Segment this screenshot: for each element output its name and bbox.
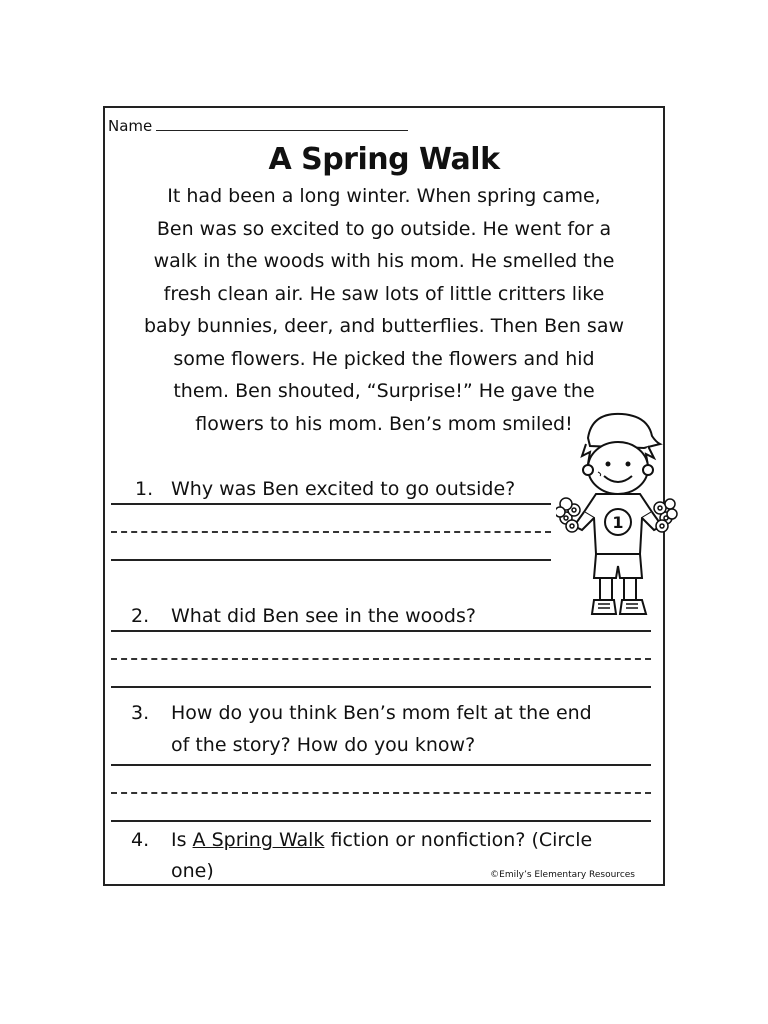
answer-line-solid[interactable] xyxy=(111,686,651,688)
copyright-credit: ©Emily’s Elementary Resources xyxy=(490,870,635,880)
flower-bouquet-right-icon xyxy=(654,499,677,532)
question-text: What did Ben see in the woods? xyxy=(171,605,476,627)
answer-line-solid[interactable] xyxy=(111,503,551,505)
story-title-reference: A Spring Walk xyxy=(192,829,325,851)
story-line: some flowers. He picked the flowers and hid xyxy=(173,347,595,370)
question-number: 4. xyxy=(131,829,150,851)
answer-line-dashed[interactable] xyxy=(111,531,551,533)
flower-bouquet-left-icon xyxy=(556,498,580,532)
boy-with-flowers-illustration xyxy=(556,408,678,630)
name-row xyxy=(108,116,408,135)
name-label: Name xyxy=(108,117,153,135)
shorts-icon xyxy=(594,554,642,578)
question-text-post: fiction or nonfiction? (Circle xyxy=(324,829,593,851)
name-blank-line[interactable] xyxy=(156,116,408,131)
question-text: of the story? How do you know? xyxy=(171,734,476,756)
story-line: fresh clean air. He saw lots of little critters like xyxy=(163,282,605,305)
story-line: Ben was so excited to go outside. He went for a xyxy=(156,217,612,240)
question-text xyxy=(171,829,592,851)
question-text-pre: Is xyxy=(171,829,193,851)
question-number: 2. xyxy=(131,605,150,627)
question-number: 3. xyxy=(131,702,150,724)
story-line: It had been a long winter. When spring came, xyxy=(167,185,601,207)
story-line: walk in the woods with his mom. He smelled the xyxy=(153,250,615,272)
question-3-line-2 xyxy=(171,734,475,756)
shoe-icon xyxy=(620,600,646,614)
story-line: baby bunnies, deer, and butterflies. Then Ben saw xyxy=(143,315,625,337)
answer-line-dashed[interactable] xyxy=(111,658,651,660)
answer-line-dashed[interactable] xyxy=(111,792,651,794)
question-text: How do you think Ben’s mom felt at the end xyxy=(171,702,592,724)
worksheet-title: A Spring Walk xyxy=(268,142,500,177)
shoe-icon xyxy=(592,600,616,614)
question-text: one) xyxy=(171,860,214,882)
story-line: them. Ben shouted, “Surprise!” He gave the xyxy=(173,380,595,402)
answer-line-solid[interactable] xyxy=(111,820,651,822)
shirt-number: 1 xyxy=(612,513,624,532)
question-text: Why was Ben excited to go outside? xyxy=(171,478,516,500)
face-icon xyxy=(588,442,648,494)
question-4-line-2 xyxy=(171,860,214,882)
answer-line-solid[interactable] xyxy=(111,764,651,766)
answer-line-solid[interactable] xyxy=(111,630,651,632)
story-passage xyxy=(119,180,649,440)
question-number: 1. xyxy=(135,478,154,500)
answer-line-solid[interactable] xyxy=(111,559,551,561)
worksheet xyxy=(103,106,665,886)
story-line: flowers to his mom. Ben’s mom smiled! xyxy=(195,412,573,435)
